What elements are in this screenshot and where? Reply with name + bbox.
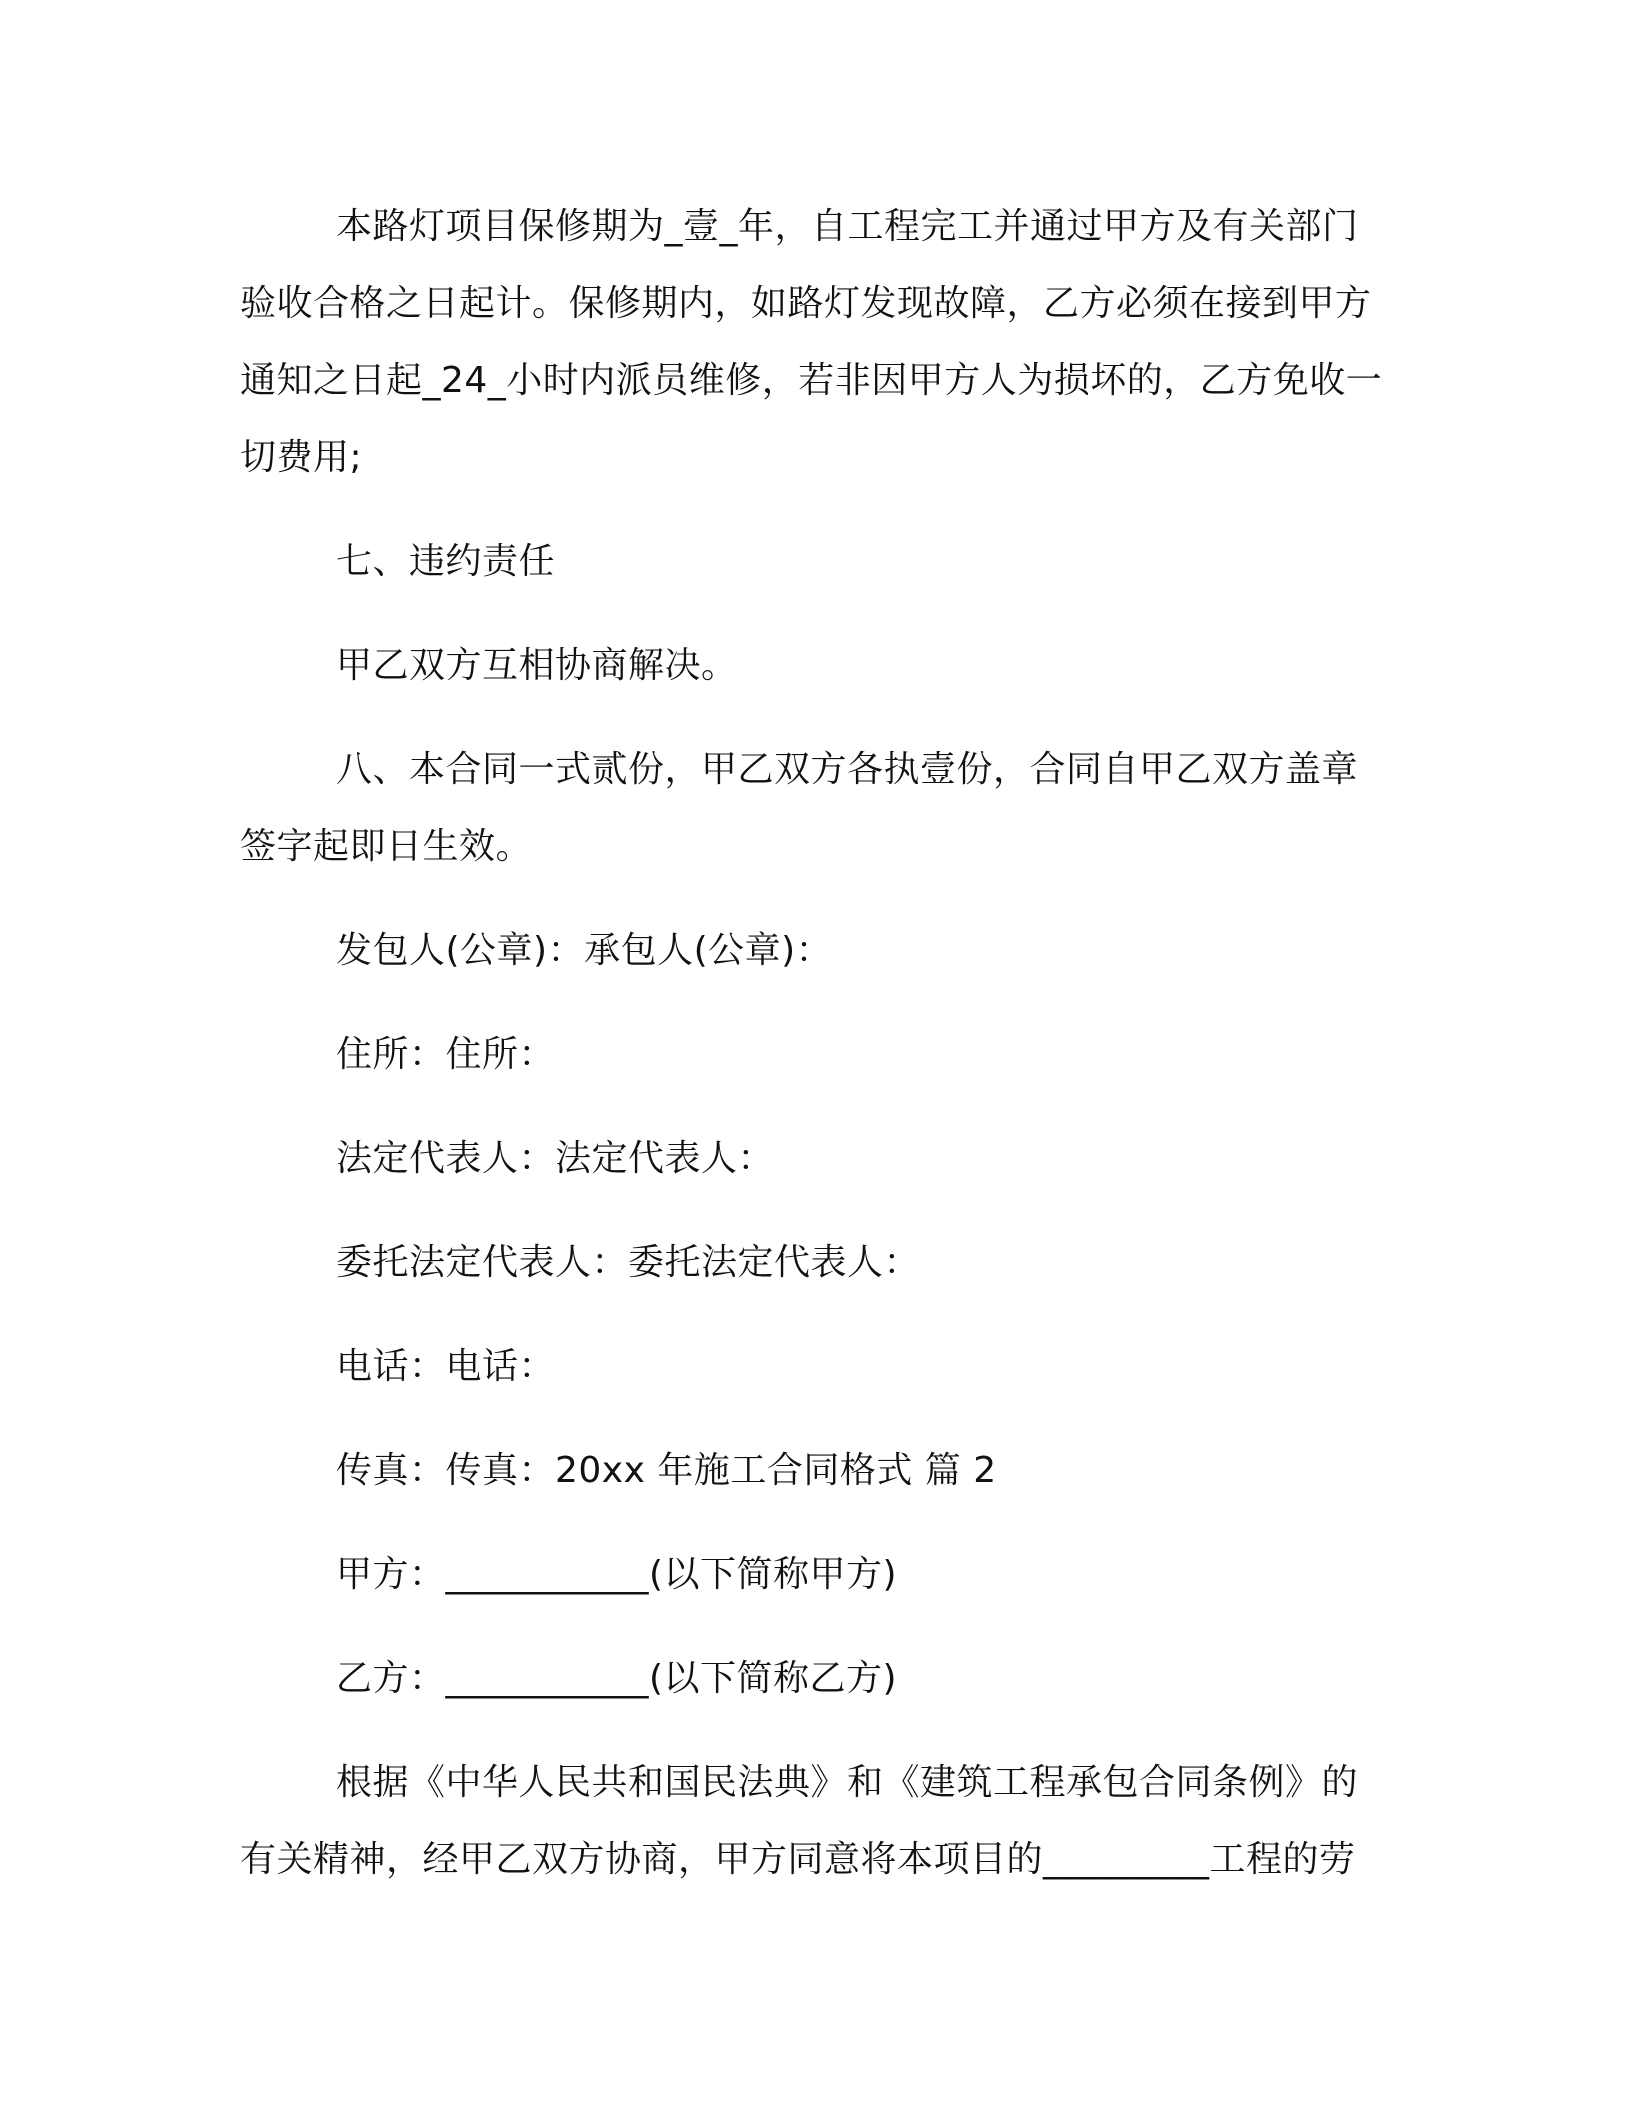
party-b-line: 乙方：___________(以下简称乙方) [336,1658,898,1699]
breach-resolution-paragraph: 甲乙双方互相协商解决。 [336,645,738,686]
section-heading-breach-liability: 七、违约责任 [336,541,556,582]
document-body [240,188,1390,1898]
signature-line-phone: 电话：电话： [336,1346,556,1387]
warranty-paragraph: 本路灯项目保修期为_壹_年，自工程完工并通过甲方及有关部门验收合格之日起计。保修期内，如路灯发现故障，乙方必须在接到甲方通知之日起_24_小时内派员维修，若非因甲方人为损坏的，乙方免收一切费用; [240,206,1383,478]
contract-copies-paragraph: 八、本合同一式贰份，甲乙双方各执壹份，合同自甲乙双方盖章签字起即日生效。 [240,749,1359,867]
signature-line-seal: 发包人(公章)：承包人(公章)： [336,930,833,971]
signature-line-address: 住所：住所： [336,1034,556,1075]
party-a-line: 甲方：___________(以下简称甲方) [336,1554,898,1595]
legal-basis-paragraph: 根据《中华人民共和国民法典》和《建筑工程承包合同条例》的有关精神，经甲乙双方协商，甲方同意将本项目的_________工程的劳 [240,1762,1359,1880]
signature-line-legal-rep: 法定代表人：法定代表人： [336,1138,775,1179]
signature-line-fax-and-next-title: 传真：传真：20xx 年施工合同格式 篇 2 [336,1450,997,1491]
signature-line-authorized-rep: 委托法定代表人：委托法定代表人： [336,1242,921,1283]
